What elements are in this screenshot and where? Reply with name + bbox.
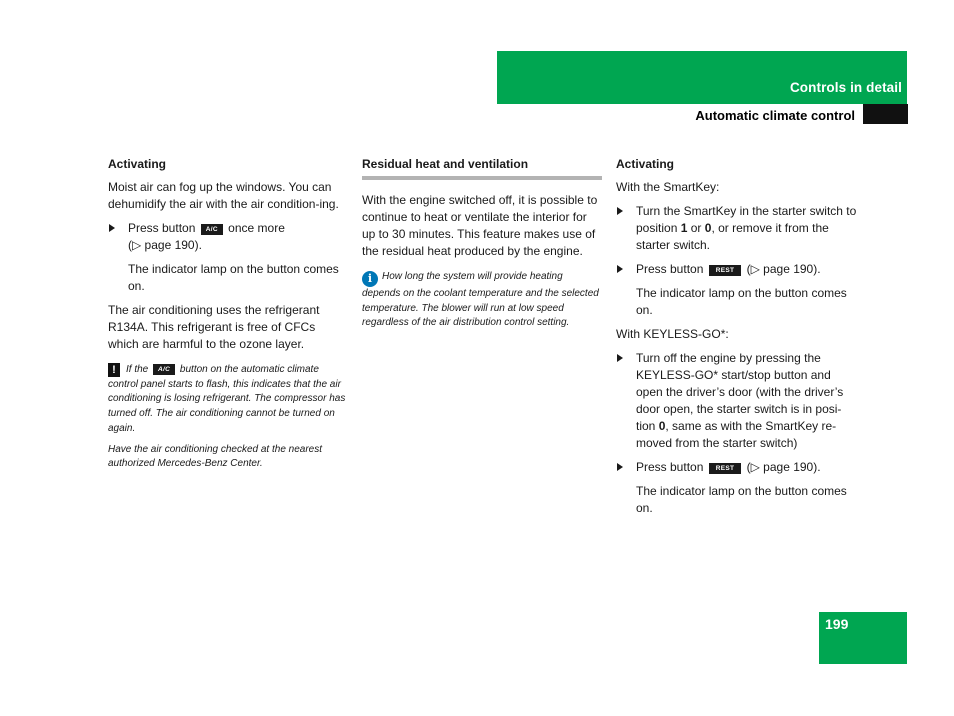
warning-prefix: If the xyxy=(126,364,149,375)
right-step-2 xyxy=(616,261,860,278)
page-ref: (▷ page 190). xyxy=(128,238,202,252)
bullet-arrow-icon xyxy=(617,265,623,273)
ac-button-icon: A/C xyxy=(153,364,175,375)
bullet-arrow-icon xyxy=(617,354,623,362)
position-value: 0 xyxy=(658,419,666,433)
left-heading: Activating xyxy=(108,157,167,171)
warning-text: button on the automatic climate control panel starts to flash, this indicates that the air conditioning is losing refrigerant. The compressor has turned off. The air conditioning cannot be turned on again. xyxy=(108,364,346,434)
bullet-arrow-icon xyxy=(617,207,623,215)
middle-heading: Residual heat and ventilation xyxy=(362,156,602,180)
step-text: or xyxy=(690,221,702,235)
right-heading: Activating xyxy=(616,157,675,171)
lamp-result: The indicator lamp on the button comes on. xyxy=(636,484,847,515)
info-note xyxy=(362,270,602,331)
position-value: 1 xyxy=(680,221,688,235)
header-band xyxy=(497,51,907,104)
step-text: Press button xyxy=(636,460,704,474)
section-title: Controls in detail xyxy=(789,80,902,95)
page-ref: (▷ page 190). xyxy=(746,460,821,474)
info-text: How long the system will provide heating depends on the coolant temperature and the selected temperature. The blower will run at low speed regardless of the air distribution control setting. xyxy=(362,271,599,329)
right-column xyxy=(616,156,860,524)
page-ref: (▷ page 190). xyxy=(746,262,821,276)
left-column xyxy=(108,156,346,478)
left-step-1 xyxy=(108,220,346,254)
step-text: Press button xyxy=(128,221,196,235)
warning-note xyxy=(108,363,346,437)
step-text: , same as with the SmartKey re-moved from the starter switch) xyxy=(636,419,837,450)
page-number: 199 xyxy=(825,616,849,632)
step-text: , or remove it from the starter switch. xyxy=(636,221,829,252)
rest-button-icon: REST xyxy=(709,463,742,474)
left-step-result: The indicator lamp on the button comes on. xyxy=(128,262,339,293)
lamp-result: The indicator lamp on the button comes on. xyxy=(636,286,847,317)
step-text: Press button xyxy=(636,262,704,276)
right-step-4 xyxy=(616,459,860,476)
smartkey-label: With the SmartKey: xyxy=(616,180,720,194)
subsection-title: Automatic climate control xyxy=(695,108,855,123)
info-icon: i xyxy=(362,271,378,287)
right-step-1 xyxy=(616,203,860,254)
ac-button-icon: A/C xyxy=(201,224,223,235)
bullet-arrow-icon xyxy=(109,224,115,232)
keyless-label: With KEYLESS-GO*: xyxy=(616,327,729,341)
bullet-arrow-icon xyxy=(617,463,623,471)
warning-icon: ! xyxy=(108,363,120,377)
step-text: Turn off the engine by pressing the KEYLESS-GO* start/stop button and open the driver’s door (with the driver’s door open, the starter switch is in posi-tion xyxy=(636,351,844,433)
warning-followup: Have the air conditioning checked at the nearest authorized Mercedes-Benz Center. xyxy=(108,443,323,470)
position-value: 0 xyxy=(704,221,712,235)
rest-button-icon: REST xyxy=(709,265,742,276)
left-refrigerant: The air conditioning uses the refrigerant R134A. This refrigerant is free of CFCs which are harmful to the ozone layer. xyxy=(108,303,320,351)
left-intro: Moist air can fog up the windows. You can dehumidify the air with the air condition-ing. xyxy=(108,180,339,211)
right-step-3 xyxy=(616,350,860,452)
subsection-marker xyxy=(863,104,908,124)
step-text: once more xyxy=(228,221,285,235)
middle-body: With the engine switched off, it is possible to continue to heat or ventilate the interior for up to 30 minutes. This feature makes use of the residual heat produced by the engine. xyxy=(362,193,598,258)
step-text: Turn the SmartKey in the starter switch to position xyxy=(636,204,857,235)
middle-column xyxy=(362,156,602,337)
